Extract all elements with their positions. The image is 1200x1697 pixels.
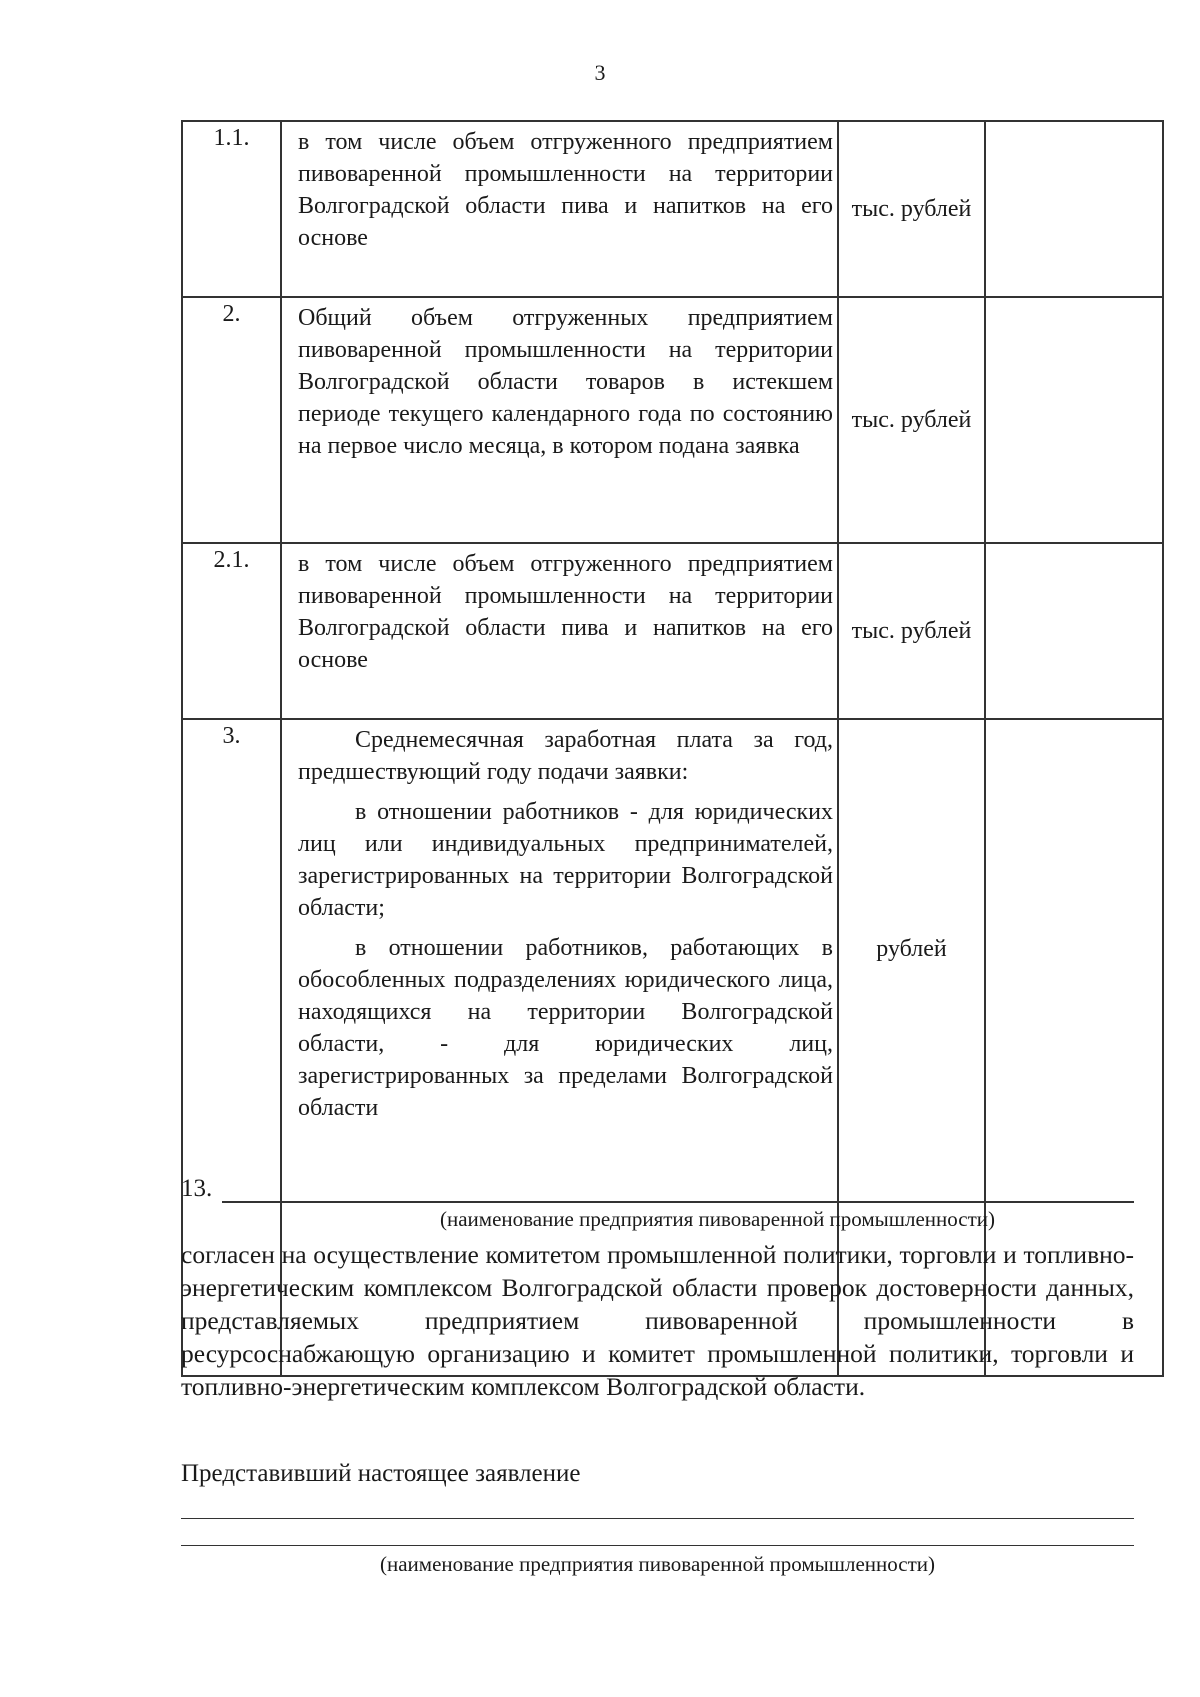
row-number: 1.1. (182, 121, 281, 297)
enterprise-name-line (181, 1175, 1134, 1203)
page-number: 3 (594, 60, 606, 85)
table-row (182, 543, 1163, 719)
row-unit: тыс. рублей (838, 543, 985, 719)
presenter-block (181, 1460, 1134, 1577)
description-text: Среднемесячная заработная плата за год, предшествующий году подачи заявки: (298, 727, 833, 785)
enterprise-name-field[interactable] (222, 1175, 1134, 1203)
row-unit: тыс. рублей (838, 121, 985, 297)
row-description (281, 543, 838, 719)
row-number: 2. (182, 297, 281, 543)
row-description (281, 297, 838, 543)
description-text: в отношении работников - для юридических лиц или индивидуальных предпринимателей, зарегистрированных на территории Волгоградской области; (298, 799, 833, 921)
presenter-field-line[interactable] (181, 1545, 1134, 1546)
presenter-label: Представивший настоящее заявление (181, 1460, 581, 1487)
description-text: в том числе объем отгруженного предприятием пивоваренной промышленности на территории Волгоградской области пива и напитков на его основе (298, 129, 833, 251)
description-text: в отношении работников, работающих в обособленных подразделениях юридического лица, находящихся на территории Волгоградской области, - для юридических лиц, зарегистрированных за пределами Волгоградской области (298, 935, 833, 1121)
table-row (182, 297, 1163, 543)
presenter-caption: (наименование предприятия пивоваренной промышленности) (379, 1552, 935, 1576)
row-number: 3. (182, 719, 281, 1376)
field-caption: (наименование предприятия пивоваренной промышленности) (439, 1207, 995, 1231)
description-text: Общий объем отгруженных предприятием пивоваренной промышленности на территории Волгоградской области товаров в истекшем периоде текущего календарного года по состоянию на первое число месяца, в котором подана заявка (298, 305, 833, 459)
row-description (281, 121, 838, 297)
row-unit: тыс. рублей (838, 297, 985, 543)
section-13 (181, 1175, 1134, 1403)
row-number: 2.1. (182, 543, 281, 719)
description-text: в том числе объем отгруженного предприятием пивоваренной промышленности на территории Волгоградской области пива и напитков на его основе (298, 551, 833, 673)
table-row (182, 121, 1163, 297)
row-value[interactable] (985, 297, 1163, 543)
consent-text: согласен на осуществление комитетом промышленной политики, торговли и топливно-энергетическим комплексом Волгоградской области проверок достоверности данных, представляемых предприятием пивоваренной промышленности в ресурсоснабжающую организацию и комитет промышленной политики, торговли и топливно-энергетическим комплексом Волгоградской области. (181, 1240, 1134, 1401)
row-value[interactable] (985, 121, 1163, 297)
row-unit: рублей (838, 719, 985, 1376)
presenter-field-line[interactable] (181, 1518, 1134, 1519)
row-value[interactable] (985, 543, 1163, 719)
section-number: 13. (181, 1175, 213, 1202)
